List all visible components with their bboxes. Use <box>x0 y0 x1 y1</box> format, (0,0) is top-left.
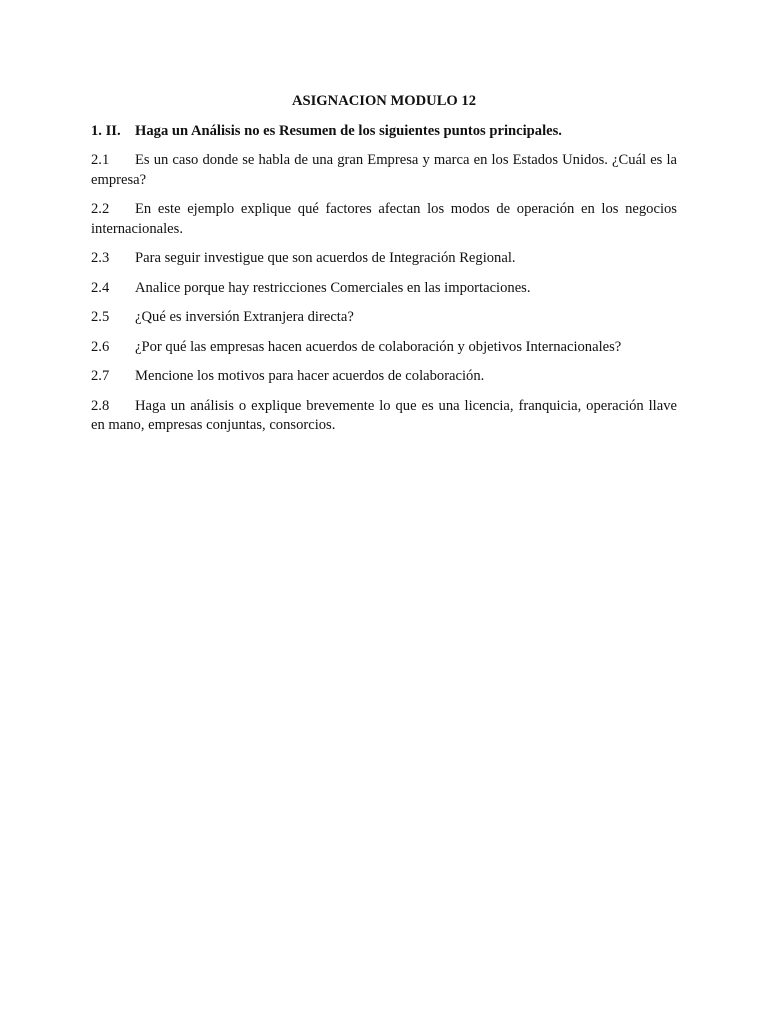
item-number: 2.7 <box>91 368 110 384</box>
list-item-2-2 <box>91 200 677 239</box>
item-text: ¿Qué es inversión Extranjera directa? <box>135 309 354 325</box>
item-number: 2.5 <box>91 309 110 325</box>
item-text: Es un caso donde se habla de una gran Empresa y marca en los Estados Unidos. ¿Cuál es la empresa? <box>91 152 677 188</box>
item-number: 2.1 <box>91 152 110 168</box>
section-heading <box>91 122 677 142</box>
item-text: Haga un análisis o explique brevemente lo que es una licencia, franquicia, operación llave en mano, empresas conjuntas, consorcios. <box>91 397 677 433</box>
item-text: Para seguir investigue que son acuerdos de Integración Regional. <box>135 250 516 266</box>
list-item-2-5 <box>91 308 677 328</box>
item-text: ¿Por qué las empresas hacen acuerdos de colaboración y objetivos Internacionales? <box>135 338 622 355</box>
list-item-2-3 <box>91 249 677 269</box>
list-item-2-7 <box>91 367 677 387</box>
list-item-2-1 <box>91 151 677 190</box>
item-number: 2.3 <box>91 250 110 266</box>
list-item-2-4 <box>91 279 677 299</box>
item-text: Analice porque hay restricciones Comerciales en las importaciones. <box>135 279 531 296</box>
document-title: ASIGNACION MODULO 12 <box>291 93 477 109</box>
list-item-2-8 <box>91 397 677 436</box>
section-number: 1. II. <box>91 122 121 139</box>
item-number: 2.8 <box>91 397 110 414</box>
item-number: 2.4 <box>91 279 110 296</box>
item-text: En este ejemplo explique qué factores afectan los modos de operación en los negocios internacionales. <box>91 201 677 237</box>
item-number: 2.2 <box>91 201 110 217</box>
section-heading-text: Haga un Análisis no es Resumen de los siguientes puntos principales. <box>135 122 562 139</box>
document-page <box>91 92 677 446</box>
list-item-2-6 <box>91 338 677 358</box>
item-number: 2.6 <box>91 338 110 355</box>
item-text: Mencione los motivos para hacer acuerdos de colaboración. <box>135 368 485 384</box>
